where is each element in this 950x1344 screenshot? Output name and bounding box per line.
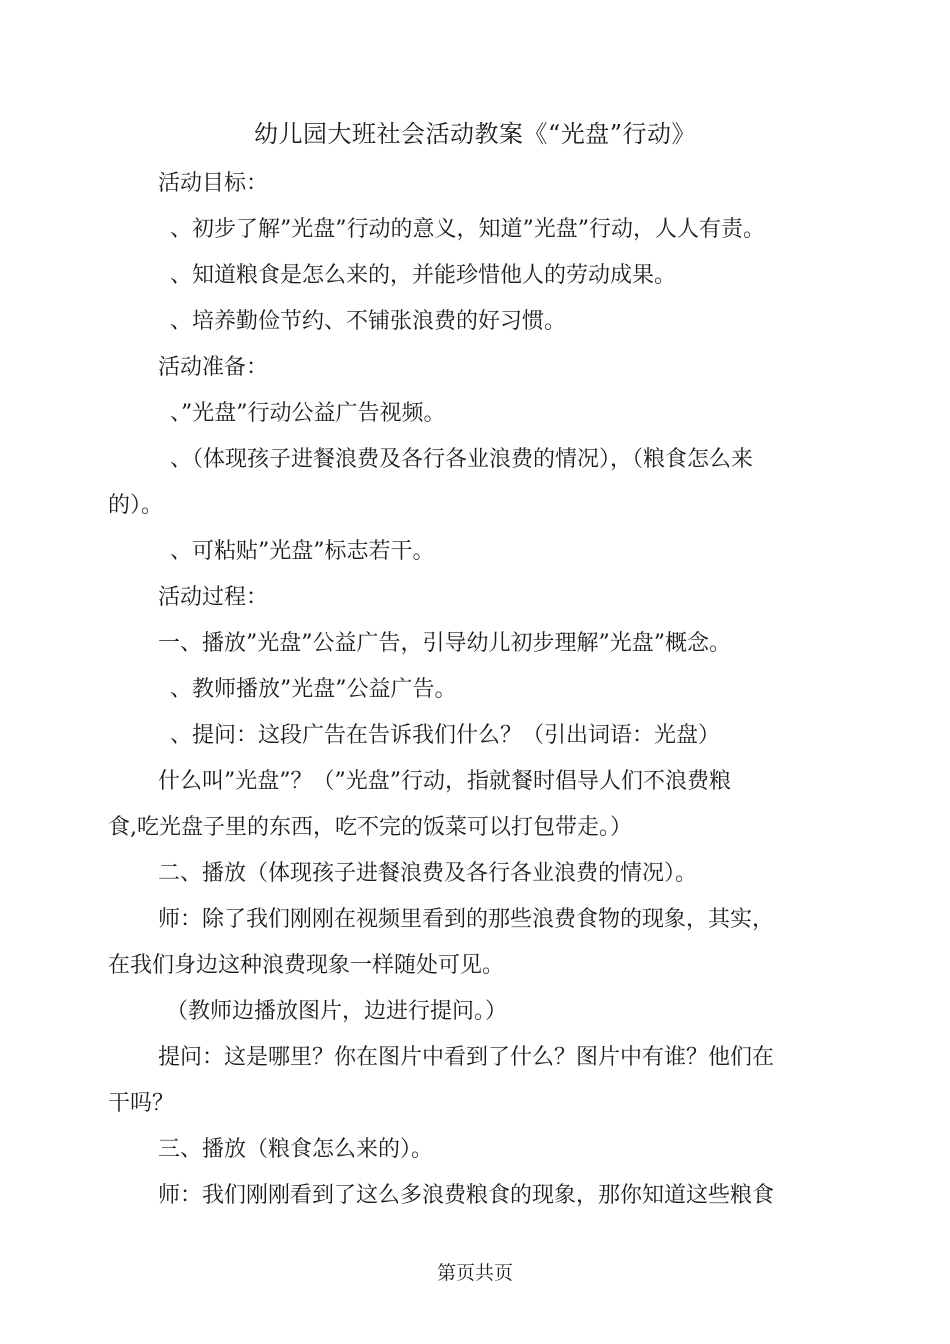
page-footer: 第页共页: [436, 1262, 513, 1284]
paragraph-line: 干吗？: [108, 1091, 175, 1116]
paragraph-line: 、初步了解”光盘”行动的意义，知道”光盘”行动，人人有责。: [170, 217, 765, 242]
paragraph-line: 、教师播放”光盘”公益广告。: [170, 677, 457, 702]
paragraph-line: 提问：这是哪里？你在图片中看到了什么？图片中有谁？他们在: [158, 1045, 775, 1070]
paragraph-line: （教师边播放图片，边进行提问。）: [166, 999, 508, 1024]
paragraph-line: 、培养勤俭节约、不铺张浪费的好习惯。: [170, 309, 567, 334]
paragraph-line: 、（体现孩子进餐浪费及各行各业浪费的情况），（粮食怎么来: [170, 447, 754, 472]
section-heading-preparation: 活动准备：: [158, 355, 269, 380]
paragraph-line: 二、播放（体现孩子进餐浪费及各行各业浪费的情况）。: [158, 861, 698, 886]
paragraph-line: 师：我们刚刚看到了这么多浪费粮食的现象，那你知道这些粮食: [158, 1183, 775, 1208]
paragraph-line: 三、播放（粮食怎么来的）。: [158, 1137, 434, 1162]
section-heading-goals: 活动目标：: [158, 171, 269, 196]
paragraph-line: 、提问：这段广告在告诉我们什么？（引出词语：光盘）: [170, 723, 721, 748]
paragraph-line: 、知道粮食是怎么来的，并能珍惜他人的劳动成果。: [170, 263, 677, 288]
paragraph-line: 、”光盘”行动公益广告视频。: [170, 401, 446, 426]
paragraph-line: 一、播放”光盘”公益广告，引导幼儿初步理解”光盘”概念。: [158, 631, 731, 656]
paragraph-line: 什么叫”光盘”？（”光盘”行动，指就餐时倡导人们不浪费粮: [158, 769, 731, 794]
paragraph-line: 、可粘贴”光盘”标志若干。: [170, 539, 435, 564]
paragraph-line: 的）。: [108, 493, 164, 518]
paragraph-line: 食,吃光盘子里的东西，吃不完的饭菜可以打包带走。）: [108, 815, 632, 840]
paragraph-line: 师：除了我们刚刚在视频里看到的那些浪费食物的现象，其实，: [158, 907, 775, 932]
section-heading-process: 活动过程：: [158, 585, 269, 610]
document-title: 幼儿园大班社会活动教案《“光盘”行动》: [253, 120, 697, 148]
paragraph-line: 在我们身边这种浪费现象一样随处可见。: [108, 953, 505, 978]
